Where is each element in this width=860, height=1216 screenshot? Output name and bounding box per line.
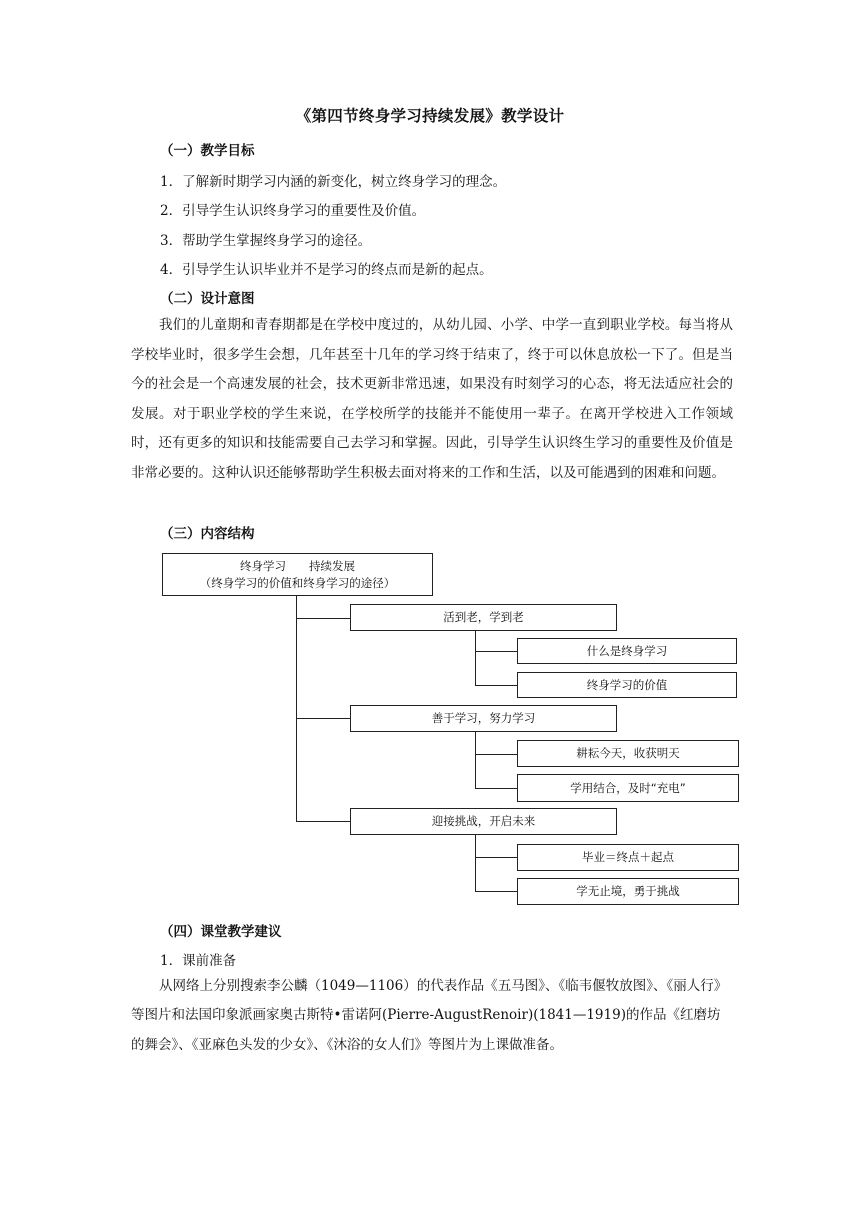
diagram-leaf-box: 学用结合，及时“充电”: [517, 774, 739, 802]
intent-paragraph: [131, 311, 733, 489]
section-heading-suggestions: （四）课堂教学建议: [160, 924, 282, 940]
diagram-branch-box: 活到老，学到老: [350, 604, 617, 631]
diagram-connector: [475, 651, 518, 652]
prep-paragraph-text: 从网络上分别搜索李公麟（1049—1106）的代表作品《五马图》、《临韦偃牧放图》、《丽人行》等图片和法国印象派画家奥古斯特•雷诺阿(Pierre-AugustRenoir)(1841—1919)的作品《红磨坊的舞会》、《亚麻色头发的少女》、《沐浴的女人们》等图片为上课做准备。: [131, 978, 728, 1053]
goal-item: 1．了解新时期学习内涵的新变化，树立终身学习的理念。: [160, 174, 507, 190]
diagram-connector: [475, 685, 518, 686]
goal-item: 3．帮助学生掌握终身学习的途径。: [160, 233, 372, 249]
diagram-root-line2: （终身学习的价值和终身学习的途径）: [199, 575, 396, 590]
diagram-connector: [296, 618, 351, 619]
document-title: 《第四节终身学习持续发展》教学设计: [295, 107, 565, 125]
diagram-root-line1: 终身学习 持续发展: [240, 558, 355, 573]
diagram-leaf-box: 毕业＝终点＋起点: [517, 844, 739, 871]
diagram-connector: [296, 718, 351, 719]
diagram-leaf-box: 耕耘今天，收获明天: [517, 740, 739, 767]
diagram-connector: [475, 857, 518, 858]
diagram-leaf-box: 终身学习的价值: [517, 672, 737, 698]
diagram-subtrunk-line: [475, 732, 476, 788]
diagram-trunk-line: [296, 596, 297, 821]
subsection-prep: 1．课前准备: [160, 953, 237, 969]
diagram-root-box: [162, 553, 433, 596]
diagram-connector: [475, 891, 518, 892]
prep-paragraph: [131, 972, 733, 1060]
section-heading-structure: （三）内容结构: [160, 526, 255, 542]
section-heading-goals: （一）教学目标: [160, 143, 255, 159]
diagram-connector: [475, 754, 518, 755]
diagram-branch-box: 善于学习，努力学习: [350, 705, 617, 732]
diagram-branch-box: 迎接挑战，开启未来: [350, 808, 617, 835]
diagram-connector: [475, 788, 518, 789]
diagram-subtrunk-line: [475, 631, 476, 685]
diagram-subtrunk-line: [475, 835, 476, 891]
diagram-leaf-box: 什么是终身学习: [517, 638, 737, 664]
goal-item: 4．引导学生认识毕业并不是学习的终点而是新的起点。: [160, 262, 493, 278]
diagram-connector: [296, 821, 351, 822]
section-heading-intent: （二）设计意图: [160, 291, 255, 307]
intent-paragraph-text: 我们的儿童期和青春期都是在学校中度过的，从幼儿园、小学、中学一直到职业学校。每当将从学校毕业时，很多学生会想，几年甚至十几年的学习终于结束了，终于可以休息放松一下了。但是当今的社会是一个高速发展的社会，技术更新非常迅速，如果没有时刻学习的心态，将无法适应社会的发展。对于职业学校的学生来说，在学校所学的技能并不能使用一辈子。在离开学校进入工作领域时，还有更多的知识和技能需要自己去学习和掌握。因此，引导学生认识终生学习的重要性及价值是非常必要的。这种认识还能够帮助学生积极去面对将来的工作和生活，以及可能遇到的困难和问题。: [131, 317, 733, 481]
goal-item: 2．引导学生认识终身学习的重要性及价值。: [160, 203, 426, 219]
diagram-leaf-box: 学无止境，勇于挑战: [517, 878, 739, 905]
